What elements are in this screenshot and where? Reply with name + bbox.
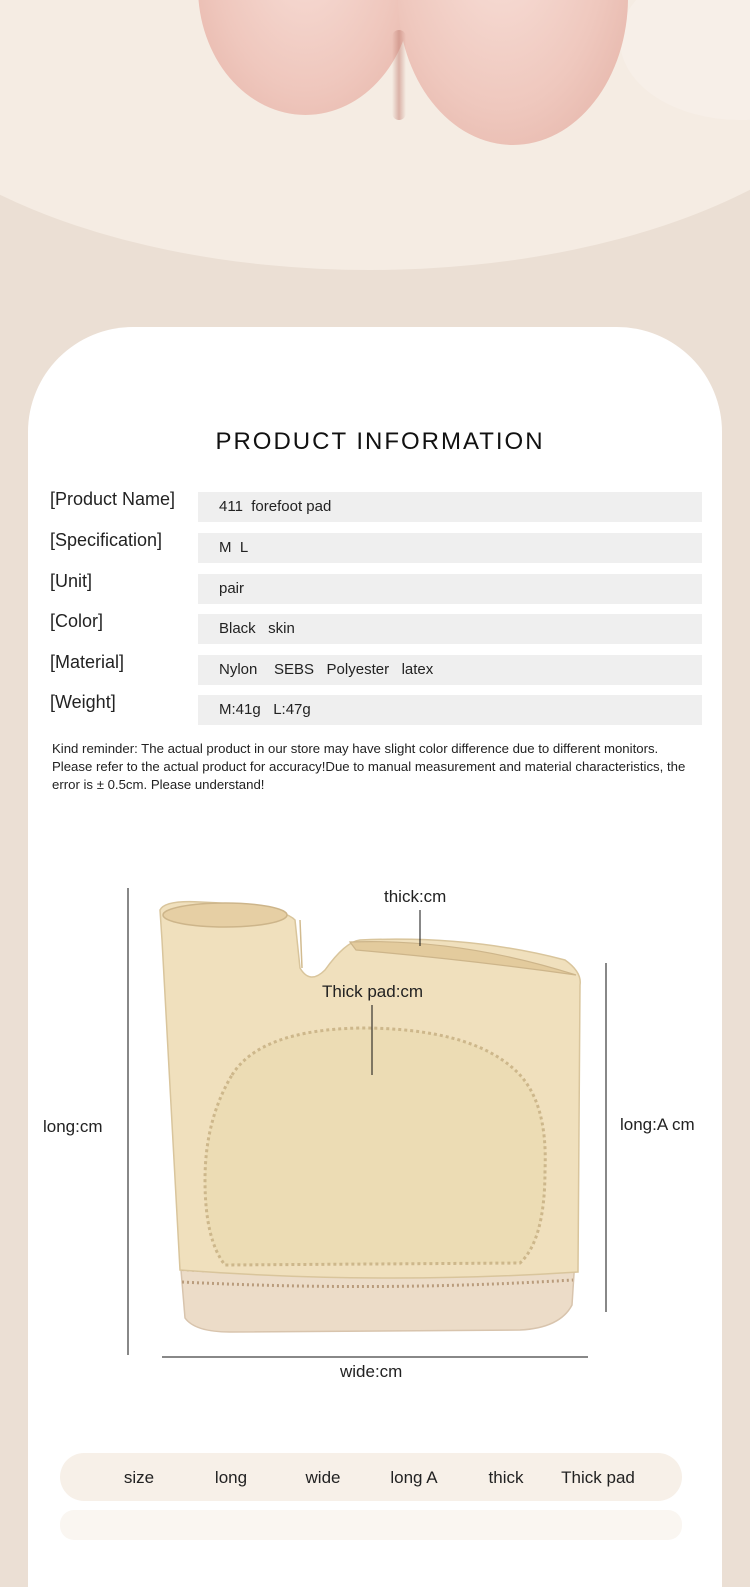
- long-dimension-label: long:cm: [43, 1117, 103, 1136]
- spec-row-product-name: [50, 489, 702, 522]
- forefoot-pad-illustration: [0, 880, 750, 1400]
- spec-value: 411 forefoot pad: [198, 492, 702, 522]
- spec-value: Nylon SEBS Polyester latex: [198, 655, 702, 685]
- thick-dimension-label: thick:cm: [384, 887, 447, 906]
- wide-dimension-label: wide:cm: [340, 1362, 403, 1381]
- product-dimension-figure: [0, 880, 750, 1400]
- spec-label: [Material]: [50, 652, 125, 672]
- column-header-size: size: [123, 1468, 155, 1487]
- spec-row-color: [50, 611, 702, 644]
- column-header-wide: wide: [305, 1468, 341, 1487]
- column-header-long: long: [214, 1468, 248, 1487]
- long-a-dimension-label: long:A cm: [620, 1115, 695, 1134]
- spec-row-material: [50, 652, 702, 685]
- spec-value: M L: [198, 533, 702, 563]
- column-header-thick: thick: [488, 1468, 524, 1487]
- spec-value: M:41g L:47g: [198, 695, 702, 725]
- spec-row-unit: [50, 571, 702, 604]
- page-title: PRODUCT INFORMATION: [215, 428, 545, 455]
- spec-label: [Color]: [50, 611, 104, 631]
- kind-reminder-text: Kind reminder: The actual product in our store may have slight color difference due to different monitors. Please refer to the actual product for accuracy!Due to manual measurement and material characteristics, the error is ± 0.5cm. Please understand!: [52, 741, 686, 792]
- thick-pad-dimension-label: Thick pad:cm: [322, 982, 424, 1001]
- spec-row-weight: [50, 692, 702, 725]
- spec-label: [Unit]: [50, 571, 93, 591]
- size-table-header: [60, 1453, 682, 1501]
- toe-gap-shadow: [392, 30, 406, 120]
- hero-photo: [0, 0, 750, 280]
- spec-label: [Weight]: [50, 692, 116, 712]
- spec-row-specification: [50, 530, 702, 563]
- column-header-thick-pad: Thick pad: [561, 1468, 635, 1487]
- column-header-long-a: long A: [390, 1468, 438, 1487]
- spec-value: Black skin: [198, 614, 702, 644]
- spec-value: pair: [198, 574, 702, 604]
- spec-label: [Product Name]: [50, 489, 176, 509]
- spec-label: [Specification]: [50, 530, 163, 550]
